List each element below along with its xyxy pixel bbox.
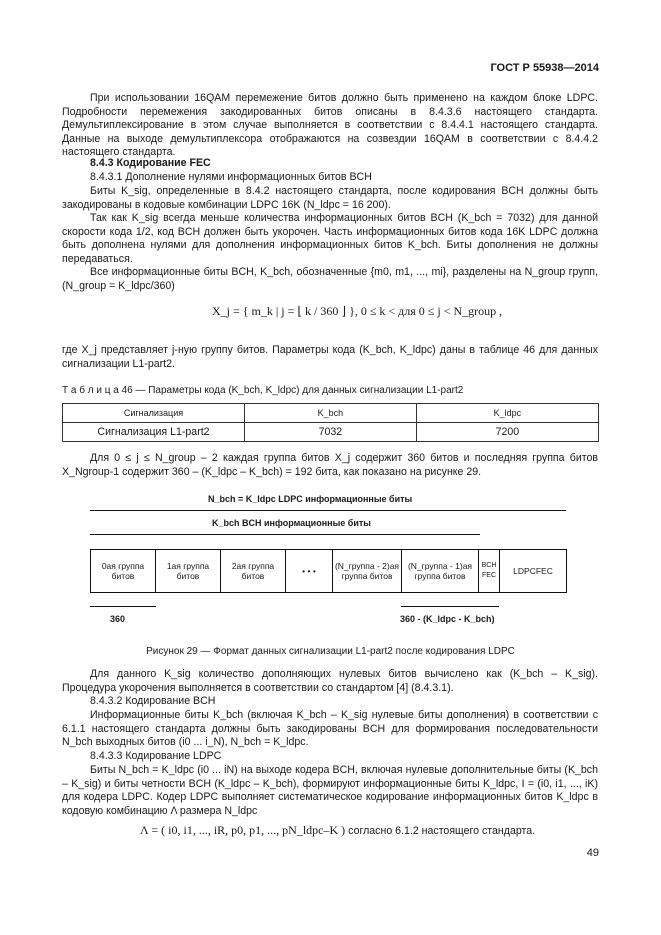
paragraph-16qam: При использовании 16QAM перемежение битов должно быть применено на каждом блоке LDPC. Подробности перемежения закодированных битов описаны в 8.4.3.6 настоящего стандарта. Демультиплексирование в этом случае выполняется в соответствии с 8.4.4.1 настоящего стандарта. Данные на выходе демультиплексора отображаются на созвездии 16QAM в соответствии с 8.4.4.2 настоящего стандарта. [62, 92, 598, 158]
figure-top-label: N_bch = K_ldpc LDPC информационные биты [208, 494, 413, 504]
paragraph-bch: Информационные биты K_bch (включая K_bch – K_sig нулевые биты дополнения) в соответствии с 6.1.1 настоящего стандарта должны быть закодированы BCH для формирования последовательности N_bch выходных битов (i0 ... i_N), N_bch = K_ldpc. [62, 709, 598, 748]
arrow-line-360 [90, 606, 156, 607]
table-row [63, 423, 599, 442]
table-caption: Т а б л и ц а 46 — Параметры кода (K_bch, K_ldpc) для данных сигнализации L1-part2 [62, 385, 464, 396]
table-header-cell: K_bch [245, 404, 417, 423]
paragraph-shortening: Так как K_sig всегда меньше количества информационных битов BCH (K_bch = 7032) для данной скорости кода 1/2, код BCH должен быть укорочен. Часть информационных битов кода 16K LDPC должна быть дополнена нулями для дополнения информационных битов K_bch. Биты дополнения не должны передаваться. [62, 212, 598, 265]
table-cell: 7200 [416, 423, 598, 442]
arrow-line-second [90, 534, 480, 535]
formula-lambda: Λ = ( i0, i1, ..., iR, p0, p1, ..., pN_ldpc–K ) согласно 6.1.2 настоящего стандарта. [140, 823, 536, 837]
table-header-cell: K_ldpc [416, 404, 598, 423]
paragraph-ldpc: Биты N_bch = K_ldpc (i0 ... iN) на выходе кодера BCH, включая нулевые дополнительные биты (K_bch – K_sig) и биты четности BCH (K_ldpc – K_bch), формируют информационные биты K_ldpc, I = (i0, i1, ..., iK) для кодера LDPC. Кодер LDPC выполняет систематическое кодирование информационных битов K_ldpc в кодовую комбинацию Λ размера N_ldpc [62, 764, 598, 817]
table-46 [62, 403, 599, 442]
block-group-n-1: (N_группа - 1)ая группа битов [401, 549, 479, 593]
paragraph-padding: Для данного K_sig количество дополняющих нулевых битов вычислено как (K_bch – K_sig). Процедура укорочения выполняется в соответствии со стандартом [4] (8.4.3.1). [62, 668, 598, 694]
section-heading-843: 8.4.3 Кодирование FEC [90, 157, 211, 169]
standard-header: ГОСТ Р 55938—2014 [490, 62, 599, 74]
section-heading-8432: 8.4.3.2 Кодирование BCH [90, 695, 216, 707]
block-group-1: 1ая группа битов [155, 549, 221, 593]
block-bch-fec: BCH FEC [478, 549, 500, 593]
table-cell: 7032 [245, 423, 417, 442]
formula-xj: X_j = { m_k | j = ⌊ k / 360 ⌋ }, 0 ≤ k < для 0 ≤ j < N_group , [212, 304, 503, 318]
arrow-line-last-group [401, 606, 499, 607]
label-360: 360 [110, 614, 126, 624]
block-group-2: 2ая группа битов [220, 549, 286, 593]
paragraph-groups: Все информационные биты BCH, K_bch, обозначенные {m0, m1, ..., mi}, разделены на N_group групп, (N_group = K_ldpc/360) [62, 266, 598, 292]
figure-second-label: K_bch BCH информационные биты [212, 518, 371, 528]
paragraph-xj-desc: где X_j представляет j-ную группу битов. Параметры кода (K_bch, K_ldpc) даны в таблице 46 для данных сигнализации L1-part2. [62, 344, 598, 370]
section-heading-8433: 8.4.3.3 Кодирование LDPC [90, 750, 222, 762]
block-group-0: 0ая группа битов [90, 549, 156, 593]
page-number: 49 [586, 847, 599, 859]
table-cell: Сигнализация L1-part2 [63, 423, 245, 442]
section-heading-8431: 8.4.3.1 Дополнение нулями информационных битов BCH [90, 171, 372, 183]
label-last-group: 360 - (K_ldpc - K_bch) [400, 614, 495, 624]
paragraph-group-sizes: Для 0 ≤ j ≤ N_group – 2 каждая группа битов X_j содержит 360 битов и последняя группа битов X_Ngroup-1 содержит 360 – (K_ldpc – K_bch) = 192 бита, как показано на рисунке 29. [62, 452, 598, 478]
table-header-cell: Сигнализация [63, 404, 245, 423]
block-ldpc-fec: LDPCFEC [499, 549, 567, 593]
table-header-row [63, 404, 599, 423]
figure-29 [90, 492, 570, 638]
block-group-n-2: (N_группа - 2)ая группа битов [332, 549, 402, 593]
block-ellipsis: • • • [285, 549, 333, 593]
figure-caption: Рисунок 29 — Формат данных сигнализации L1-part2 после кодирования LDPC [146, 646, 515, 657]
paragraph-ksig: Биты K_sig, определенные в 8.4.2 настоящего стандарта, после кодирования BCH должны быть закодированы в кодовые комбинации LDPC 16K (N_ldpc = 16 200). [62, 185, 598, 211]
arrow-line-top [90, 510, 566, 511]
